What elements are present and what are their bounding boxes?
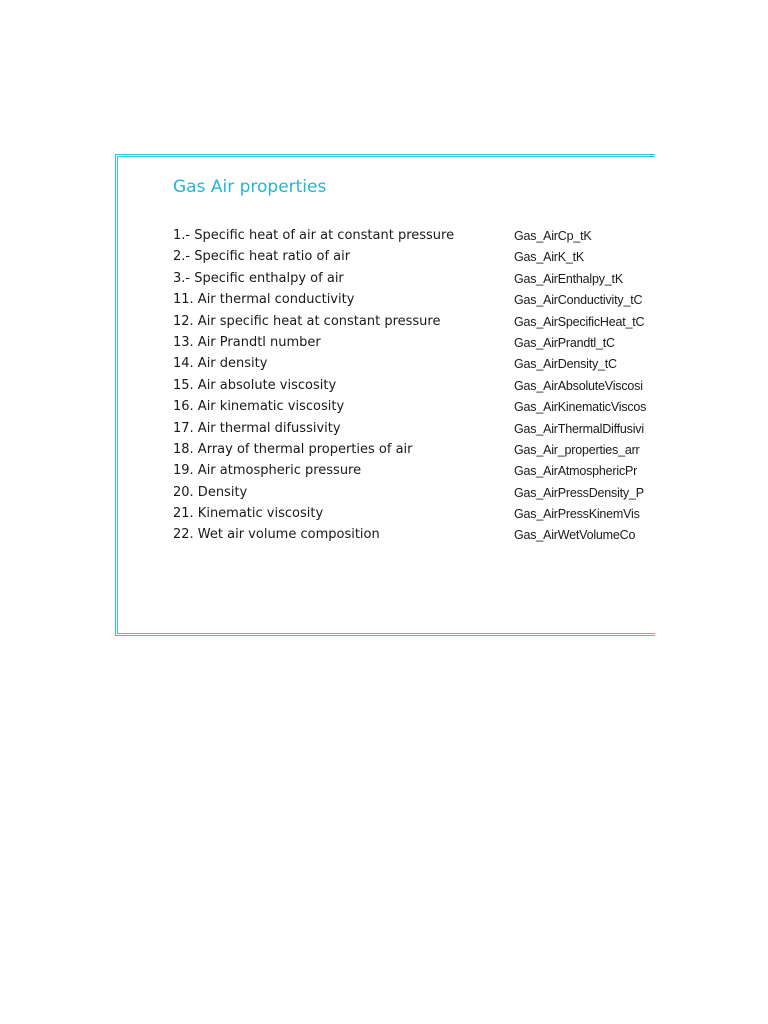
list-item — [173, 314, 648, 335]
property-description: 2.- Specific heat ratio of air — [173, 249, 351, 265]
property-description: 3.- Specific enthalpy of air — [173, 270, 344, 286]
function-name: Gas_AirThermalDiffusivi — [514, 421, 644, 436]
function-name: Gas_AirK_tK — [514, 250, 585, 265]
function-name: Gas_AirKinematicViscos — [514, 400, 647, 415]
function-name: Gas_AirAtmosphericPr — [514, 464, 638, 479]
property-description: 14. Air density — [173, 356, 268, 372]
function-name: Gas_Air_properties_arr — [514, 442, 640, 457]
function-name: Gas_AirCp_tK — [514, 229, 592, 243]
property-list — [173, 228, 648, 549]
property-description: 11. Air thermal conductivity — [173, 292, 355, 308]
list-item — [173, 356, 648, 377]
function-name: Gas_AirPressDensity_P — [514, 485, 644, 500]
function-name: Gas_AirEnthalpy_tK — [514, 271, 623, 286]
list-item — [173, 442, 648, 463]
list-item — [173, 292, 648, 313]
property-description: 16. Air kinematic viscosity — [173, 399, 345, 415]
function-name: Gas_AirAbsoluteViscosi — [514, 378, 643, 393]
property-description: 15. Air absolute viscosity — [173, 377, 337, 393]
slide-title: Gas Air properties — [173, 177, 327, 197]
property-description: 17. Air thermal difussivity — [173, 420, 341, 436]
property-description: 20. Density — [173, 484, 248, 500]
function-name: Gas_AirPrandtl_tC — [514, 335, 615, 350]
property-description: 19. Air atmospheric pressure — [173, 463, 362, 479]
slide-content — [115, 150, 648, 640]
list-item — [173, 335, 648, 356]
list-item — [173, 463, 648, 484]
function-name: Gas_AirPressKinemVis — [514, 507, 640, 522]
list-item — [173, 527, 648, 548]
list-item — [173, 506, 648, 527]
list-item — [173, 399, 648, 420]
function-name: Gas_AirDensity_tC — [514, 357, 617, 372]
property-description: 12. Air specific heat at constant pressure — [173, 313, 441, 329]
list-item — [173, 228, 648, 249]
function-name: Gas_AirSpecificHeat_tC — [514, 314, 645, 329]
property-description: 21. Kinematic viscosity — [173, 506, 324, 522]
function-name: Gas_AirConductivity_tC — [514, 293, 643, 308]
property-description: 22. Wet air volume composition — [173, 527, 380, 543]
property-description: 13. Air Prandtl number — [173, 334, 321, 350]
list-item — [173, 249, 648, 270]
list-item — [173, 271, 648, 292]
list-item — [173, 485, 648, 506]
property-description: 18. Array of thermal properties of air — [173, 441, 413, 457]
list-item — [173, 378, 648, 399]
function-name: Gas_AirWetVolumeCo — [514, 528, 636, 543]
property-description: 1.- Specific heat of air at constant pressure — [173, 228, 455, 243]
list-item — [173, 421, 648, 442]
